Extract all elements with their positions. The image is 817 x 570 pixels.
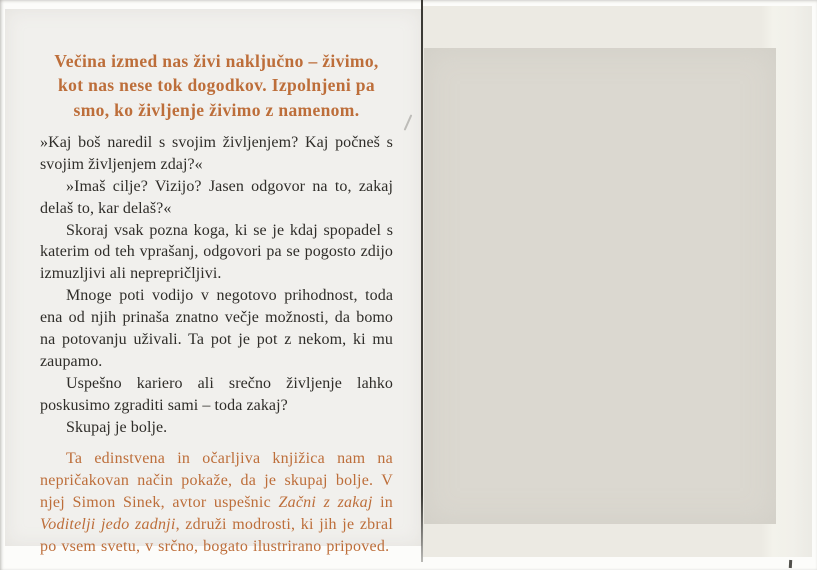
- body-paragraphs: [40, 132, 393, 439]
- left-flap-page: [5, 9, 422, 555]
- closing-text: Ta edinstvena in očarljiva knjižica nam na nepričakovan način pokaže, da je skupaj bolje. V njej Simon Sinek, avtor uspešnic: [40, 449, 393, 511]
- scan-artifact-mark: [789, 560, 792, 568]
- flap-heading-line: smo, ko življenje živimo z namenom.: [73, 99, 360, 120]
- book-title-italic: Voditelji jedo zadnji: [40, 515, 176, 533]
- flap-paragraph: Uspešno kariero ali srečno življenje lahko poskusimo zgraditi sami – toda zakaj?: [40, 374, 393, 414]
- flap-paragraph: »Imaš cilje? Vizijo? Jasen odgovor na to, zakaj delaš to, kar delaš?«: [40, 177, 393, 217]
- flap-heading-line: kot nas nese tok dogodkov. Izpolnjeni pa: [58, 75, 375, 96]
- flap-heading: [40, 49, 393, 122]
- closing-text: , združi modrosti, ki jih je zbral po vsem svetu, v srčno, bogato ilustrirano pripoved.: [40, 515, 394, 555]
- closing-text: in: [372, 493, 393, 511]
- flap-paragraph: Skupaj je bolje.: [66, 418, 168, 436]
- book-title-italic: Začni z zakaj: [278, 493, 373, 511]
- flap-text-block: [5, 9, 422, 558]
- flap-paragraph: Mnoge poti vodijo v negotovo prihodnost, toda ena od njih prinaša znatno večje možnosti, da bomo na potovanju uživali. Ta pot je pot z nekom, ki mu zaupamo.: [40, 287, 393, 370]
- right-blank-page: [423, 6, 812, 557]
- flap-heading-line: Večina izmed nas živi naključno – živimo,: [54, 51, 379, 71]
- closing-paragraph: [40, 448, 393, 558]
- flap-paragraph: Skoraj vsak pozna koga, ki se je kdaj spopadel s katerim od teh vprašanj, odgovori pa se pogosto zdijo izmuzljivi ali neprepričljivi.: [40, 221, 393, 283]
- flap-paragraph: »Kaj boš naredil s svojim življenjem? Kaj počneš s svojim življenjem zdaj?«: [40, 133, 393, 173]
- right-page-inner-shading: [424, 48, 776, 524]
